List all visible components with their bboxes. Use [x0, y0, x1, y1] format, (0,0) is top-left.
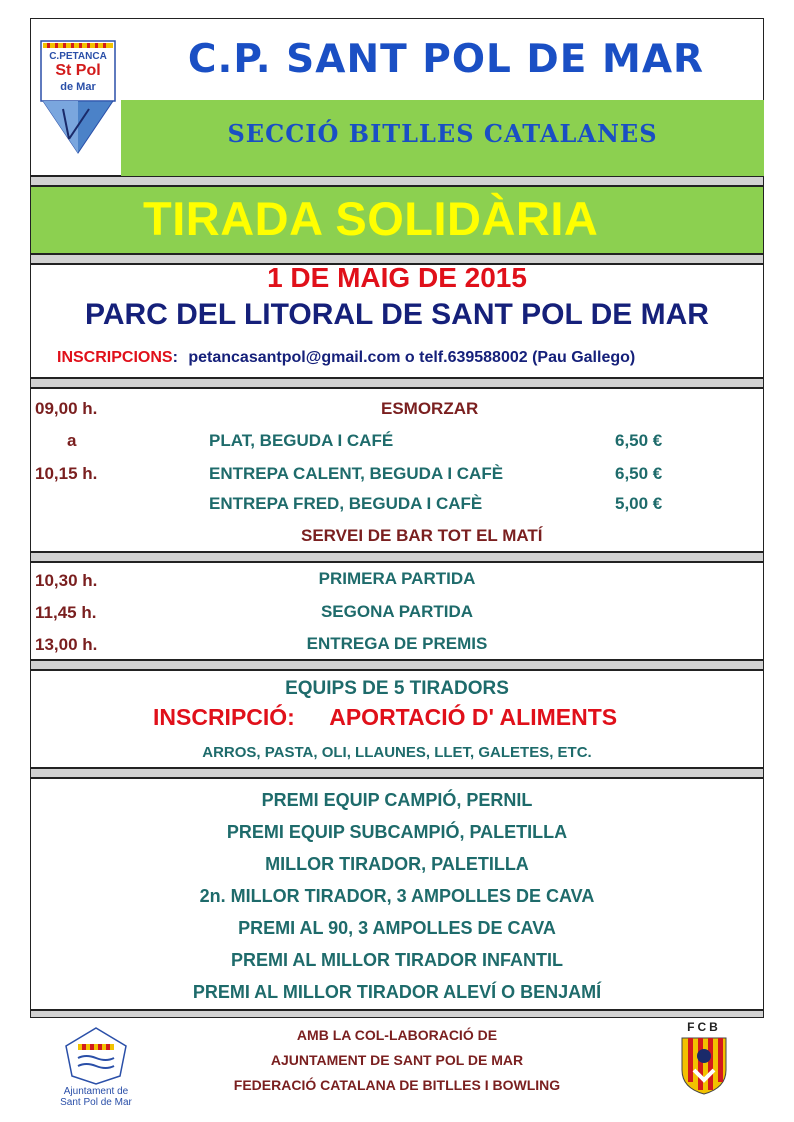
- registration-line: [57, 349, 635, 367]
- fcb-logo-text: FCB: [687, 1020, 721, 1034]
- prize-item: PREMI AL 90, 3 AMPOLLES DE CAVA: [238, 918, 556, 938]
- collab-line-3: FEDERACIÓ CATALANA DE BITLLES I BOWLING: [233, 1077, 561, 1093]
- logo-text-line1: C.PETANCA: [49, 51, 107, 62]
- teams-box: [30, 670, 764, 768]
- registration-label: INSCRIPCIONS: [57, 349, 173, 366]
- separator: [30, 768, 764, 778]
- breakfast-time-to: 10,15 h.: [35, 464, 98, 483]
- breakfast-item-label: ENTREPA FRED, BEGUDA I CAFÈ: [209, 494, 483, 513]
- schedule-time: 11,45 h.: [35, 603, 97, 622]
- breakfast-title: ESMORZAR: [381, 399, 479, 418]
- separator: [30, 660, 764, 670]
- prize-item: PREMI AL MILLOR TIRADOR ALEVÍ O BENJAMÍ: [192, 982, 602, 1002]
- ajuntament-text-2: Sant Pol de Mar: [60, 1097, 132, 1108]
- food-list: ARROS, PASTA, OLI, LLAUNES, LLET, GALETES, ETC.: [202, 744, 592, 761]
- fcb-logo: [676, 1020, 732, 1098]
- fcb-shield-icon: [680, 1036, 728, 1096]
- prizes-box: [30, 778, 764, 1010]
- logo-text-line3: de Mar: [60, 81, 96, 93]
- club-logo: [39, 39, 117, 155]
- event-info-box: [30, 264, 764, 378]
- inscription-line: [153, 704, 617, 731]
- breakfast-item-price: 6,50 €: [615, 464, 663, 483]
- banner-title: TIRADA SOLIDÀRIA: [143, 192, 599, 245]
- prize-item: PREMI AL MILLOR TIRADOR INFANTIL: [231, 950, 563, 970]
- registration-colon: :: [172, 349, 178, 366]
- breakfast-item-label: PLAT, BEGUDA I CAFÉ: [209, 431, 394, 450]
- logo-text-line2: St Pol: [55, 62, 101, 79]
- teams-format: EQUIPS DE 5 TIRADORS: [285, 678, 509, 699]
- breakfast-time-a: a: [67, 431, 77, 450]
- event-date: 1 DE MAIG DE 2015: [267, 262, 527, 293]
- schedule-label: PRIMERA PARTIDA: [318, 569, 476, 588]
- prize-item: 2n. MILLOR TIRADOR, 3 AMPOLLES DE CAVA: [199, 886, 595, 906]
- schedule-time: 13,00 h.: [35, 635, 98, 654]
- inscription-value: APORTACIÓ D' ALIMENTS: [329, 704, 618, 730]
- schedule-box: [30, 562, 764, 660]
- inscription-label: INSCRIPCIÓ:: [153, 704, 295, 730]
- header-box: [30, 18, 764, 176]
- separator: [30, 176, 764, 186]
- separator: [30, 552, 764, 562]
- schedule-label: SEGONA PARTIDA: [320, 602, 474, 621]
- breakfast-item-price: 6,50 €: [615, 431, 663, 450]
- breakfast-item-price: 5,00 €: [615, 494, 663, 513]
- prize-item: MILLOR TIRADOR, PALETILLA: [265, 854, 529, 874]
- bottom-rule: [30, 1010, 764, 1018]
- collab-line-1: AMB LA COL-LABORACIÓ DE: [296, 1027, 498, 1043]
- section-title: SECCIÓ BITLLES CATALANES: [227, 119, 658, 148]
- breakfast-time-from: 09,00 h.: [35, 399, 98, 418]
- banner-box: [30, 186, 764, 254]
- ajuntament-text-1: Ajuntament de: [63, 1086, 129, 1097]
- prize-item: PREMI EQUIP SUBCAMPIÓ, PALETILLA: [226, 822, 568, 842]
- prize-item: PREMI EQUIP CAMPIÓ, PERNIL: [261, 790, 533, 810]
- bar-service: SERVEI DE BAR TOT EL MATÍ: [301, 526, 543, 545]
- registration-contact: petancasantpol@gmail.com o telf.639588002 (Pau Gallego): [188, 349, 636, 366]
- collab-line-2: AJUNTAMENT DE SANT POL DE MAR: [270, 1052, 524, 1068]
- separator: [30, 378, 764, 388]
- club-title: C.P. SANT POL DE MAR: [187, 37, 705, 82]
- event-place: PARC DEL LITORAL DE SANT POL DE MAR: [85, 298, 709, 331]
- schedule-time: 10,30 h.: [35, 571, 98, 590]
- breakfast-box: [30, 388, 764, 552]
- schedule-label: ENTREGA DE PREMIS: [306, 634, 488, 653]
- breakfast-item-label: ENTREPA CALENT, BEGUDA I CAFÈ: [209, 464, 504, 483]
